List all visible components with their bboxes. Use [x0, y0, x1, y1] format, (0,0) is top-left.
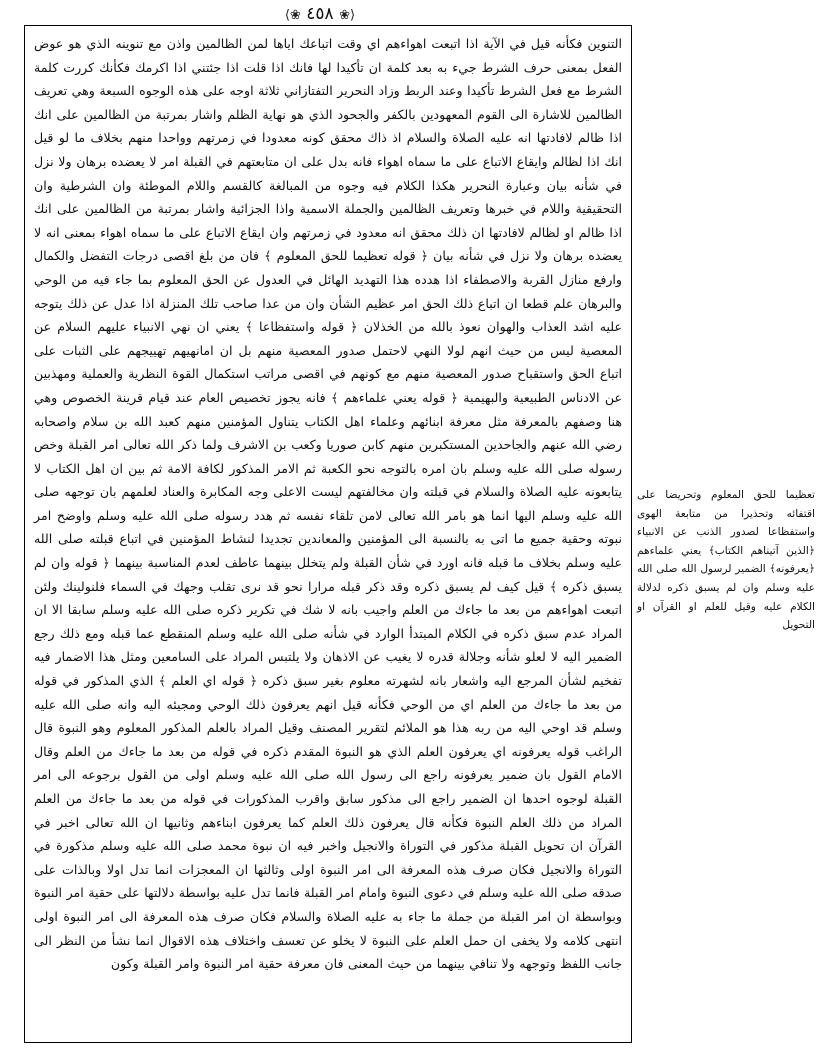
page-number: ٤٥٨ [306, 4, 334, 24]
ornament-right: ❀⟩ [339, 8, 356, 23]
commentary-body: التنوين فكأنه قيل في الآية اذا اتبعت اهواءهم اي وقت اتباعك اياها لمن الظالمين واذن مع تنوينه الذي هو عوض الفعل بمعنى حرف الشرط جيء به بعد كلمة ان تأكيدا لها فانك اذا قلت اذا جئتني اذا اكرمك فكأنك كررت كلمة الشرط مع فعل الشرط تأكيدا وعند الربط وزاد النحرير التفتازاني ثلاثة اوجه على هذه الوجوه السبعة وهي تعريف الظالمين للاشارة الى القوم المعهودين بالكفر والجحود الذي هو نهاية الظلم واشار بمرتبة من الظالمين على انك اذا ظالم لافادتها انه عليه الصلاة والسلام اذ ذاك محقق كونه معدودا في زمرتهم وواحدا منهم بخلاف ما لو قيل انك اذا لظالم وايقاع الاتباع على ما سماه اهواء فانه بدل على ان متابعتهم في القبلة امر لا يعضده برهان ولا نزل في شأنه بيان وعبارة النحرير هكذا الكلام فيه وجوه من المبالغة كالقسم واللام الموطئة وان الشرطية وان التحقيقية واللام في خبرها وتعريف الظالمين والجملة الاسمية واذا الجزائية واشار بمرتبة من الظالمين على انك اذا ظالم او لظالم لافادتها ان ذلك محقق انه معدود في زمرتهم وان ايقاع الاتباع على ما سماه اهواء بمعنى انه لا يعضده برهان ولا نزل في شأنه بيان ﴿ قوله تعظيما للحق المعلوم ﴾ فان من بلغ اقصى درجات التفضل والكمال وارفع منازل القربة والاصطفاء اذا هدده هذا التهديد الهائل في العدول عن الحق المعلوم بما جاء فيه من الوحي والبرهان علم قطعا ان اتباع ذلك الحق امر عظيم الشأن وان من عدا صاحب تلك المنزلة اذا عدل عن ذلك يتوجه عليه اشد العذاب والهوان نعوذ بالله من الخذلان ﴿ قوله واستفظاعا ﴾ يعني ان نهي الانبياء عليهم السلام عن المعصية ليس من حيث انهم لولا النهي لاحتمل صدور المعصية منهم بل ان امانهيهم تهييجهم على الثبات على اتباع الحق واستقباح صدور المعصية منهم مع كونهم في اقصى مراتب استكمال القوة النظرية والعملية ومهذبين عن الادناس الطبيعية والبهيمية ﴿ قوله يعني علماءهم ﴾ فانه يجوز تخصيص العام عند قيام قرينة الخصوص وهي هنا وصفهم بالمعرفة مثل معرفة ابنائهم وعلماء اهل الكتاب يتناول المؤمنين منهم كعبد الله بن سلام واصحابه رضي الله عنهم والجاحدين المستكبرين منهم كابن صوريا وكعب بن الاشرف ولما ذكر الله تعالى امر القبلة وخص رسوله صلى الله عليه وسلم بان امره بالتوجه نحو الكعبة ثم الامر المذكور لكافة الامة ثم بين ان اهل الكتاب لا يتابعونه عليه الصلاة والسلام في قبلته وان مخالفتهم ليست الاعلى وجه المكابرة والعناد لعلمهم بان توجهه صلى الله عليه وسلم اليها انما هو بامر الله تعالى لامن تلقاء نفسه ثم هدد رسوله صلى الله عليه وسلم واوضح امر نبوته وحقية جميع ما اتى به بالنسبة الى المؤمنين والمعاندين تجديدا لنشاط المؤمنين في اتباع قبلته صلى الله عليه وسلم بخلاف ما قبله فانه اورد في شأن القبلة ولم يتخلل بينهما عاطف لعدم المناسبة بينهما ﴿ قوله وان لم يسبق ذكره ﴾ قيل كيف لم يسبق ذكره وقد ذكر قبله مرارا نحو قد نرى تقلب وجهك في السماء فلنولينك ولئن اتبعت اهواءهم من بعد ما جاءك من العلم واجيب بانه لا شك في تكرير ذكره صلى الله عليه وسلم سابقا الا ان المراد عدم سبق ذكره في الكلام المبتدأ الوارد في شأنه صلى الله عليه وسلم المنقطع عما قبله ومع ذلك رجع الضمير اليه لا لعلو شأنه وجلالة قدره لا يغيب عن الاذهان ولا يلتبس المراد على السامعين ومثل هذا الاضمار فيه تفخيم لشأن المرجع اليه واشعار بانه لشهرته معلوم بغير سبق ذكره ﴿ قوله اي العلم ﴾ الذي المذكور في قوله من بعد ما جاءك من العلم اي من الوحي فكأنه قيل انهم يعرفون ذلك الوحي ومجيئه اليه وانه صلى الله عليه وسلم قد اوحي اليه من ربه هذا هو الملائم لتقرير المصنف وقيل المراد بالعلم المذكور المعلوم وهو النبوة قال الراغب قوله يعرفونه اي يعرفون العلم الذي هو النبوة المقدم ذكره في قوله من بعد ما جاءك من العلم وقال الامام القول بان ضمير يعرفونه راجع الى رسول الله صلى الله عليه وسلم اولى من القول برجوعه الى امر القبلة لوجوه احدها ان الضمير راجع الى مذكور سابق واقرب المذكورات في قوله من بعد ما جاءك من العلم المراد من ذلك العلم النبوة فكأنه قال يعرفون ذلك العلم كما يعرفون ابناءهم وثانيها ان الله تعالى اخبر في القرآن ان تحويل القبلة مذكور في التوراة والانجيل واخبر فيه ان نبوة محمد صلى الله عليه وسلم مذكورة في التوراة والانجيل فكان صرف هذه المعرفة الى امر النبوة اولى وثالثها ان المعجزات انما تدل اولا وبالذات على صدقه صلى الله عليه وسلم في دعوى النبوة وامام امر القبلة فانما تدل عليه بواسطة دلالتها على حقية امر النبوة وبواسطة ان امر القبلة من جملة ما جاء به عليه الصلاة والسلام فكان صرف هذه المعرفة الى امر النبوة اولى انتهى كلامه ولا يخفى ان حمل العلم على النبوة لا يخلو عن تعسف واختلاف هذه الاقوال انما نشأ من النظر الى جانب اللفظ وتوجهه ولا تنافي بينهما من حيث المعنى فان معرفة حقية امر النبوة وامر القبلة وكون [34, 36, 622, 972]
margin-quran-tafsir-note: تعظيما للحق المعلوم وتحريضا على اقتفائه وتحذيرا من متابعة الهوى واستفظاعا لصدور الذنب عن الانبياء ﴿الذين آتيناهم الكتاب﴾ يعني علماءهم ﴿يعرفونه﴾ الضمير لرسول الله صلى الله عليه وسلم وان لم يسبق ذكره لدلالة الكلام عليه وقيل للعلم او القرآن او التحويل [637, 489, 815, 632]
ornament-left: ⟨❀ [284, 8, 301, 23]
main-text-frame [24, 25, 632, 1043]
page-header [0, 4, 640, 26]
